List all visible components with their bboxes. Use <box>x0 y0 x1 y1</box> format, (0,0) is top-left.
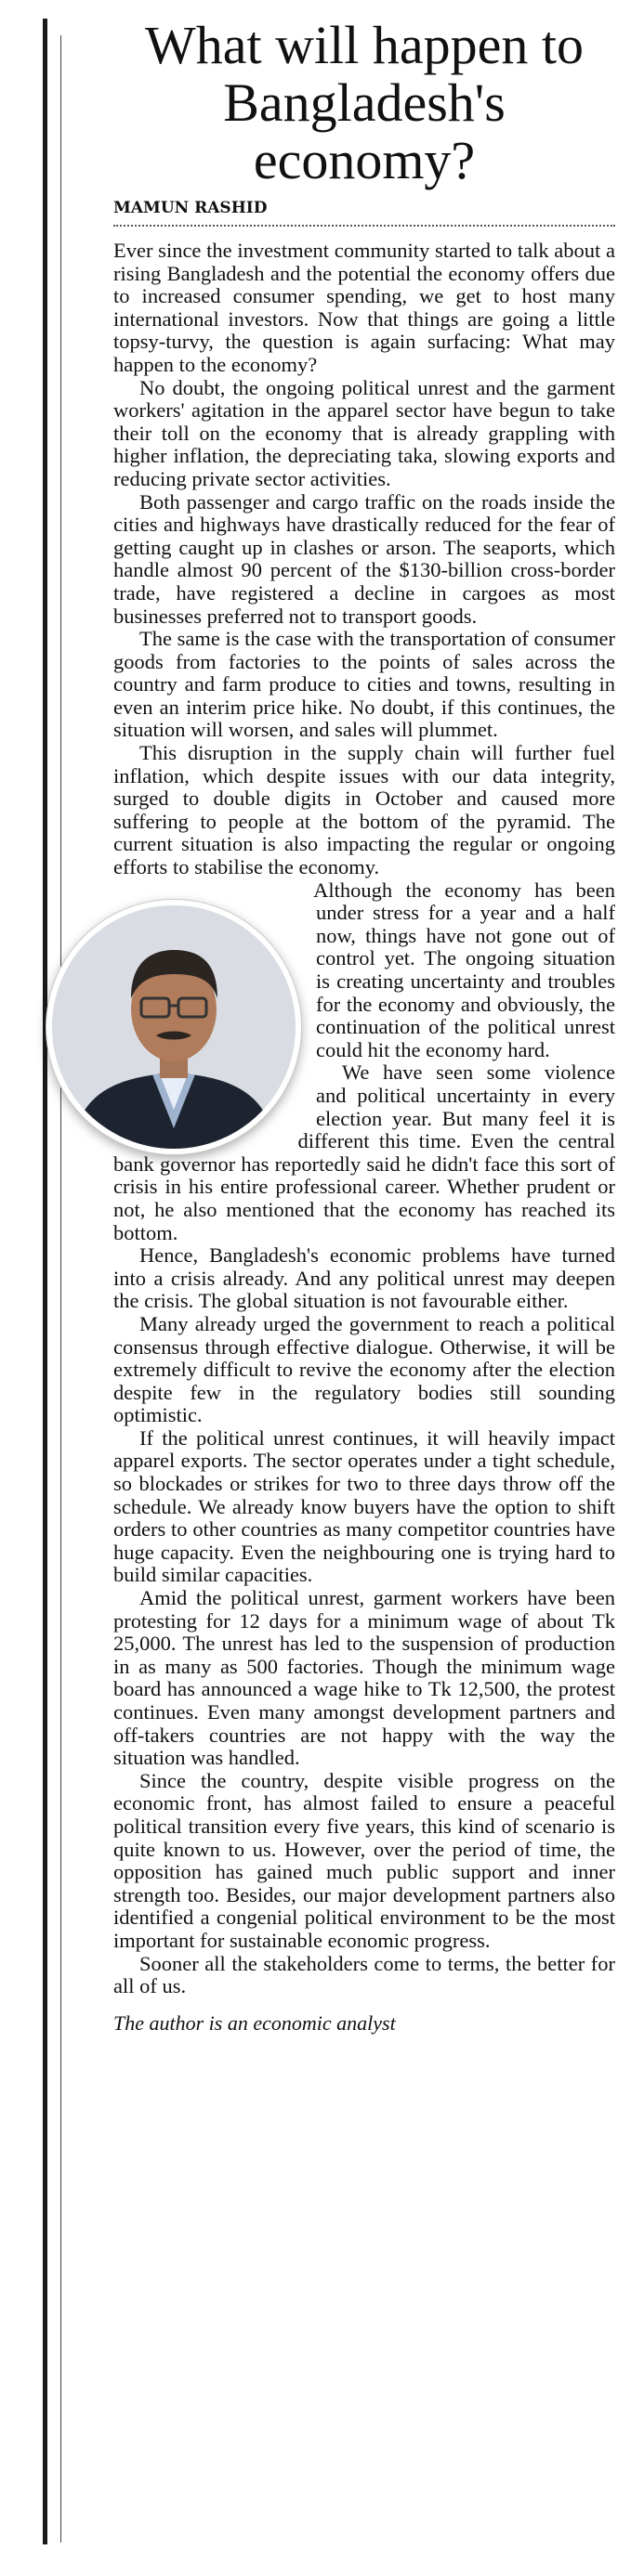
paragraph: Ever since the investment community started to talk about a rising Bangladesh and the potential the economy offers due to increased consumer spending, we get to host many international investors. Now that things are going a little topsy-turvy, the question is again surfacing: What may happen to the economy? <box>113 239 615 376</box>
author-photo-wrap <box>39 889 309 1167</box>
paragraph: Both passenger and cargo traffic on the roads inside the cities and highways have drastically reduced for the fear of getting caught up in clashes or arson. The seaports, which handle almost 90 percent of the $130-billion cross-border trade, have registered a decline in cargoes as most businesses preferred not to transport goods. <box>113 489 615 628</box>
column-rule-thin <box>60 35 61 2543</box>
article <box>113 17 615 2036</box>
paragraph: The same is the case with the transportation of consumer goods from factories to the points of sales across the country and farm produce to cities and towns, resulting in even an interim price hike. No doubt, if this continues, the situation will worsen, and sales will plummet. <box>113 627 615 742</box>
author-byline: MAMUN RASHID <box>113 199 615 227</box>
paragraph: Many already urged the government to reach a political consensus through effective dialogue. Otherwise, it will be extremely difficult to revive the economy after the election despite few in the regulatory bodies still sounding optimistic. <box>113 1311 615 1427</box>
author-portrait-icon <box>52 905 296 1149</box>
author-credit: The author is an economic analyst <box>113 2010 396 2035</box>
author-photo <box>46 900 301 1154</box>
paragraph: We have seen some violence and political uncertainty in every election year. But many feel it is different this time. Even the central bank governor has reportedly said he didn't face this sort of crisis in his entire professional career. Whether prudent or not, he also mentioned that the economy has reached its bottom. <box>113 1060 615 1244</box>
column-rule-thick <box>43 19 47 2544</box>
paragraph: No doubt, the ongoing political unrest and the garment workers' agitation in the apparel sector have begun to take their toll on the economy that is already grappling with higher inflation, the depreciating taka, slowing exports and reducing private sector activities. <box>113 375 615 490</box>
headline: What will happen to Bangladesh's economy? <box>145 15 584 190</box>
paragraph: Although the economy has been under stress for a year and a half now, things have not gone out of control yet. The ongoing situation is creating uncertainty and troubles for the economy and obviously, the continuation of the political unrest could hit the economy hard. <box>313 878 615 1061</box>
article-body <box>113 240 615 1998</box>
paragraph: This disruption in the supply chain will further fuel inflation, which despite issues with our data integrity, surged to double digits in October and caused more suffering to people at the bottom of the pyramid. The current situation is also impacting the regular or ongoing efforts to stabilise the economy. <box>113 741 615 879</box>
paragraph: Since the country, despite visible progress on the economic front, has almost failed to ensure a peaceful political transition every five years, this kind of scenario is quite known to us. However, over the period of time, the opposition has gained much public support and inner strength too. Besides, our major development partners also identified a congenial political environment to be the most important for sustainable economic progress. <box>113 1768 615 1952</box>
paragraph: Hence, Bangladesh's economic problems have turned into a crisis already. And any political unrest may deepen the crisis. The global situation is not favourable either. <box>113 1243 615 1313</box>
paragraph: If the political unrest continues, it will heavily impact apparel exports. The sector operates under a tight schedule, so blockades or strikes for two to three days throw off the schedule. We already know buyers have the option to shift orders to other countries as many competitor countries have huge capacity. Even the neighbouring one is trying hard to build similar capacities. <box>113 1425 615 1587</box>
paragraph: Amid the political unrest, garment workers have been protesting for 12 days for a minimum wage of about Tk 25,000. The unrest has led to the suspension of production in as many as 500 factories. Though the minimum wage board has announced a wage hike to Tk 12,500, the protest continues. Even many amongst development partners and off-takers countries are not happy with the way the situation was handled. <box>113 1586 615 1770</box>
paragraph: Sooner all the stakeholders come to terms, the better for all of us. <box>113 1951 615 1998</box>
